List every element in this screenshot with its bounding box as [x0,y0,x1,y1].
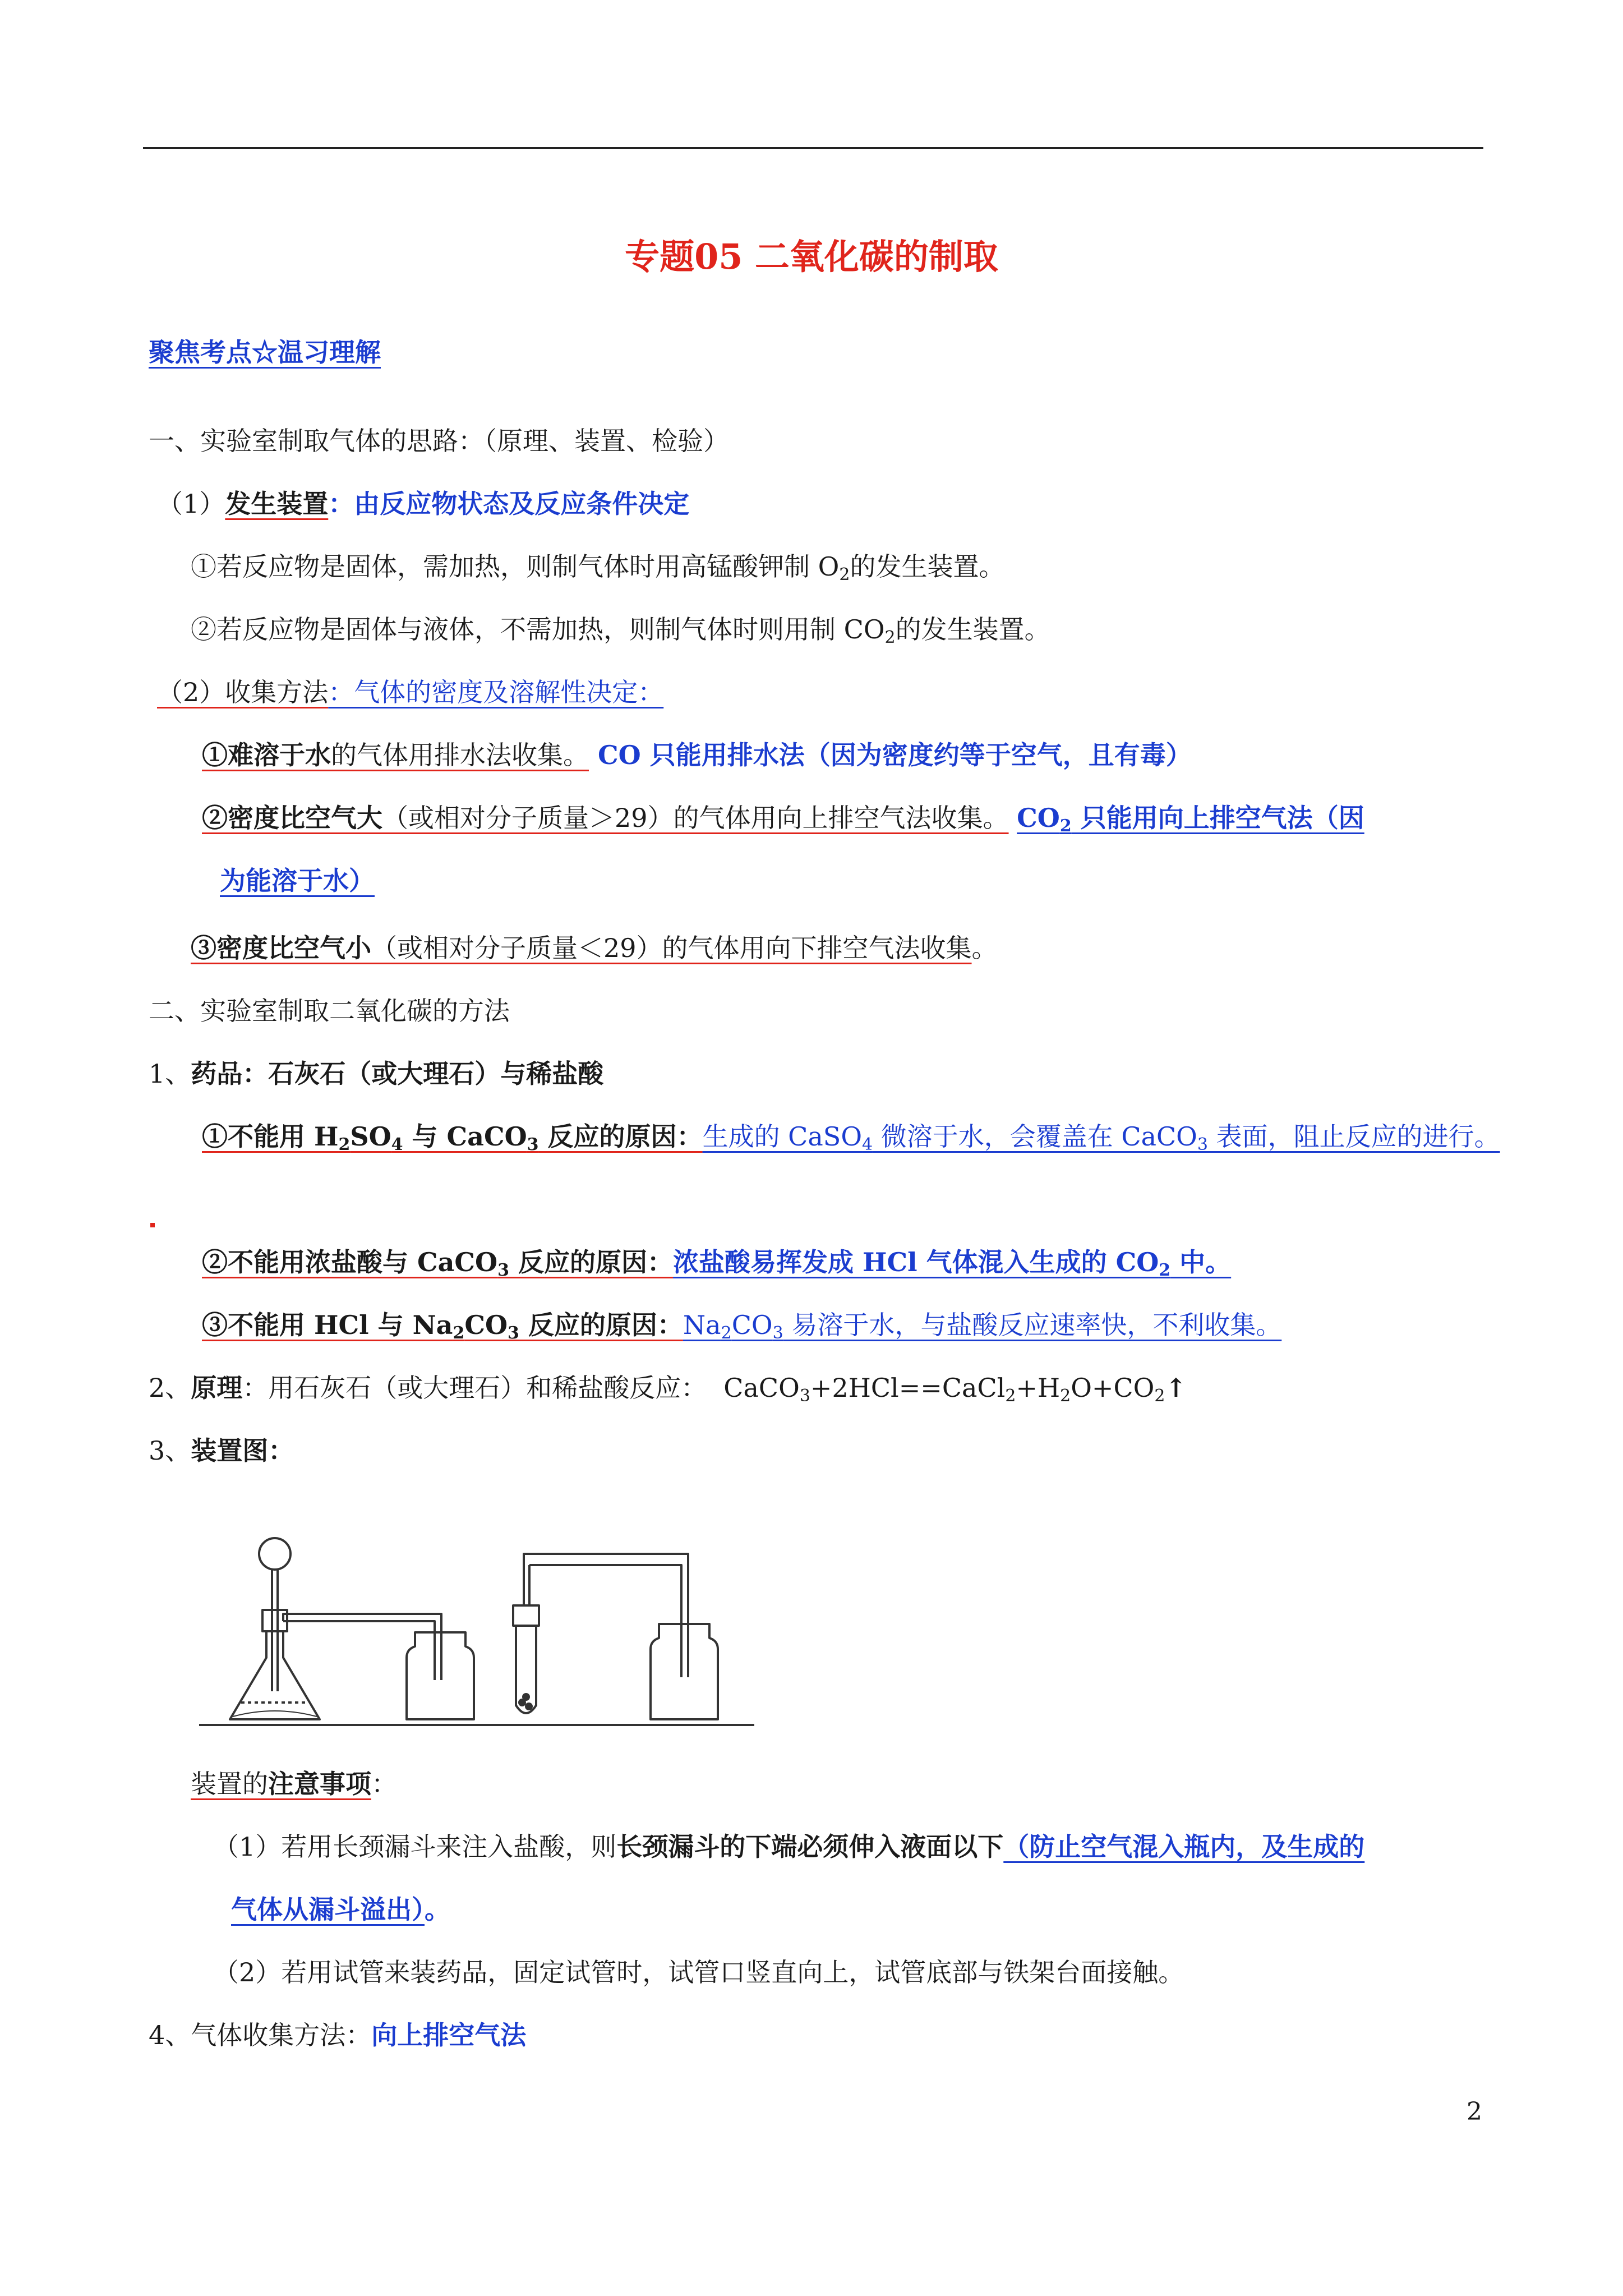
item1-text: 由反应物状态及反应条件决定 [354,489,690,519]
margin-dot [150,1223,155,1227]
d1-e: 生成的 CaSO [702,1121,863,1152]
note-2-line: （2）若用试管来装药品，固定试管时，试管口竖直向上，试管底部与铁架台面接触。 [213,1957,1184,1987]
item1-colon: ： [328,489,354,519]
gas-jar-2-icon [651,1624,718,1719]
item1a-line [191,550,1004,583]
item1b-post: 的发生装置。 [895,614,1050,645]
apparatus-figure [188,1509,766,1745]
collect-line [149,2018,526,2052]
part1-heading: 一、实验室制取气体的思路：（原理、装置、检验） [149,426,729,456]
item2b-note: 只能用向上排空气法（因 [1071,803,1364,833]
d3-sub3: 2 [721,1323,732,1343]
item2-text: ：气体的密度及溶解性决定： [328,677,664,707]
principle-line [149,1371,1187,1405]
drugs-line [149,1057,603,1091]
n1-b: 长颈漏斗的下端必须伸入液面以下 [616,1832,1004,1862]
n1-a: （1）若用长颈漏斗来注入盐酸，则 [213,1832,617,1862]
d1-b: SO [350,1121,391,1152]
apparatus-label: 装置图： [191,1435,294,1466]
principle-text: ：用石灰石（或大理石）和稀盐酸反应： [242,1373,707,1403]
item2c-text: （或相对分子质量＜29）的气体用向下排空气法收集 [371,933,972,963]
item2-line [157,675,663,709]
d1-c: 与 CaCO [403,1121,527,1152]
d2-d: 中。 [1170,1247,1232,1277]
eq-d: O+CO [1071,1373,1155,1403]
eq-sub3: 2 [1060,1386,1071,1406]
notes-colon: ： [371,1769,397,1799]
notes-heading [191,1767,397,1801]
item1a-post: 的发生装置。 [850,551,1005,582]
delivery-tube-2 [524,1554,688,1677]
item1a-text: ①若反应物是固体，需加热，则制气体时用高锰酸钾制 O [191,551,840,582]
principle-label: 原理 [191,1373,243,1403]
d3-a: ③不能用 HCl 与 Na [202,1310,453,1340]
drug-note-3 [202,1308,1281,1342]
item2c-line [191,931,998,965]
d2-sub1: 3 [497,1260,509,1280]
apparatus-line [149,1434,294,1467]
item2b-bold: ②密度比空气大 [202,803,382,833]
drug-note-1 [202,1120,1500,1153]
drugs-label: 药品：石灰石（或大理石）与稀盐酸 [191,1059,604,1089]
item2c-end: 。 [971,933,998,963]
item1-line [157,487,689,521]
eq-sub1: 3 [799,1386,810,1406]
item2c-bold: ③密度比空气小 [191,933,371,963]
d3-sub1: 2 [453,1323,465,1343]
item1b-line [191,613,1050,646]
notes-label: 注意事项 [268,1769,371,1799]
d3-b: CO [464,1310,508,1340]
item2-prefix: （2）收集方法 [157,677,329,707]
page-number: 2 [1467,2097,1482,2126]
item1b-text: ②若反应物是固体与液体，不需加热，则制气体时则用制 CO [191,614,885,645]
item2b-sub: 2 [1059,816,1072,836]
item2a-text: 的气体用排水法收集。 [331,740,589,770]
d3-sub4: 3 [772,1323,783,1343]
notes-pre: 装置的 [191,1769,268,1799]
eq-sub2: 2 [1005,1386,1016,1406]
d3-e: CO [731,1310,773,1340]
section-link[interactable]: 聚焦考点☆温习理解 [149,337,381,367]
eq-a: CaCO [723,1373,800,1403]
eq-c: +H [1016,1373,1061,1403]
page-title: 专题05 二氧化碳的制取 [625,236,998,277]
n1-d: 气体从漏斗溢出） [231,1894,425,1925]
item2a-note: CO 只能用排水法（因为密度约等于空气，且有毒） [589,740,1192,770]
d1-sub5: 3 [1197,1135,1208,1154]
d1-sub2: 4 [391,1135,403,1154]
d1-g: 表面，阻止反应的进行。 [1208,1121,1500,1152]
d2-a: ②不能用浓盐酸与 CaCO [202,1247,498,1277]
part2-heading: 二、实验室制取二氧化碳的方法 [149,996,510,1026]
header-rule [143,147,1483,149]
note-1-cont [231,1893,450,1926]
drug-note-2 [202,1245,1231,1279]
d3-sub2: 3 [508,1323,519,1343]
item1-prefix: （1） [157,489,225,519]
d1-d: 反应的原因： [538,1121,703,1152]
d1-sub1: 2 [338,1135,351,1154]
collect-label: 4、气体收集方法： [149,2020,372,2050]
item2b-note2: 为能溶于水） [220,866,375,896]
item2a-line [202,738,1192,772]
d3-d: Na [683,1310,721,1340]
d1-sub4: 4 [862,1135,873,1154]
item1b-sub: 2 [884,628,896,647]
d3-c: 反应的原因： [519,1310,683,1340]
n1-e: 。 [425,1894,450,1925]
d2-c: 浓盐酸易挥发成 HCl 气体混入生成的 CO [673,1247,1159,1277]
test-tube-icon [513,1559,539,1713]
d2-sub2: 2 [1159,1260,1171,1280]
gas-arrow-icon: ↑ [1165,1373,1187,1403]
item1a-sub: 2 [839,565,850,585]
item2a-bold: ①难溶于水 [202,740,331,770]
drugs-num: 1、 [149,1059,191,1089]
item2b-co: CO [1017,803,1060,833]
d2-b: 反应的原因： [509,1247,674,1277]
flask-icon [230,1538,320,1719]
d1-a: ①不能用 H [202,1121,339,1152]
collect-method: 向上排空气法 [371,2020,527,2050]
item2b-text: （或相对分子质量＞29）的气体用向上排空气法收集。 [382,803,1009,833]
d3-f: 易溶于水，与盐酸反应速率快，不利收集。 [783,1310,1282,1340]
eq-sub4: 2 [1154,1386,1165,1406]
d1-sub3: 3 [527,1135,539,1154]
equation [723,1373,1187,1406]
principle-num: 2、 [149,1373,191,1403]
item1-label: 发生装置 [225,489,329,519]
note-1-line [213,1830,1364,1864]
eq-b: +2HCl==CaCl [810,1373,1006,1403]
apparatus-num: 3、 [149,1435,191,1466]
n1-c: （防止空气混入瓶内，及生成的 [1003,1832,1365,1862]
item2b-line [202,801,1364,835]
delivery-tube-1 [283,1614,441,1680]
d1-f: 微溶于水，会覆盖在 CaCO [873,1121,1197,1152]
